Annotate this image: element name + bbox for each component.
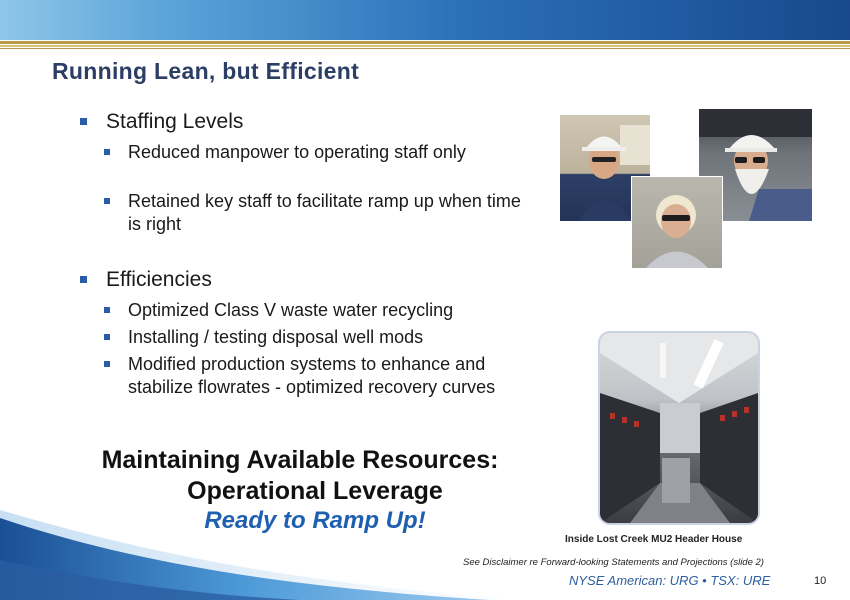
- bullet-marker: [104, 361, 110, 367]
- photo-woman-sunglasses: [631, 176, 723, 269]
- list-item: Reduced manpower to operating staff only: [104, 141, 534, 164]
- list-item: Modified production systems to enhance and stabilize flowrates - optimized recovery curves: [104, 353, 534, 399]
- ticker-symbols: NYSE American: URG • TSX: URE: [569, 573, 771, 588]
- headline-line-2: Operational Leverage: [187, 477, 443, 505]
- gold-stripe-light: [0, 45, 850, 47]
- section-heading-staffing: Staffing Levels: [80, 110, 243, 134]
- list-item: Installing / testing disposal well mods: [104, 326, 534, 349]
- bullet-marker: [104, 198, 110, 204]
- page-number: 10: [814, 575, 827, 587]
- disclaimer-text: See Disclaimer re Forward-looking Statements and Projections (slide 2): [463, 557, 764, 568]
- slide-title: Running Lean, but Efficient: [52, 58, 360, 84]
- decorative-swoosh: [0, 500, 520, 600]
- headline-line-3: Ready to Ramp Up!: [204, 507, 426, 534]
- photo-caption: Inside Lost Creek MU2 Header House: [565, 534, 743, 545]
- bullet-marker: [80, 118, 87, 125]
- headline-line-1: Maintaining Available Resources:: [101, 446, 499, 474]
- gold-stripe: [0, 41, 850, 44]
- list-item: Optimized Class V waste water recycling: [104, 299, 534, 322]
- list-item: Retained key staff to facilitate ramp up when time is right: [104, 190, 534, 236]
- bullet-marker: [80, 276, 87, 283]
- section-heading-efficiencies: Efficiencies: [80, 268, 212, 292]
- bullet-marker: [104, 149, 110, 155]
- bullet-marker: [104, 307, 110, 313]
- photo-header-house: [598, 331, 760, 525]
- bullet-marker: [104, 334, 110, 340]
- top-banner: [0, 0, 850, 40]
- gold-stripe-thin: [0, 48, 850, 49]
